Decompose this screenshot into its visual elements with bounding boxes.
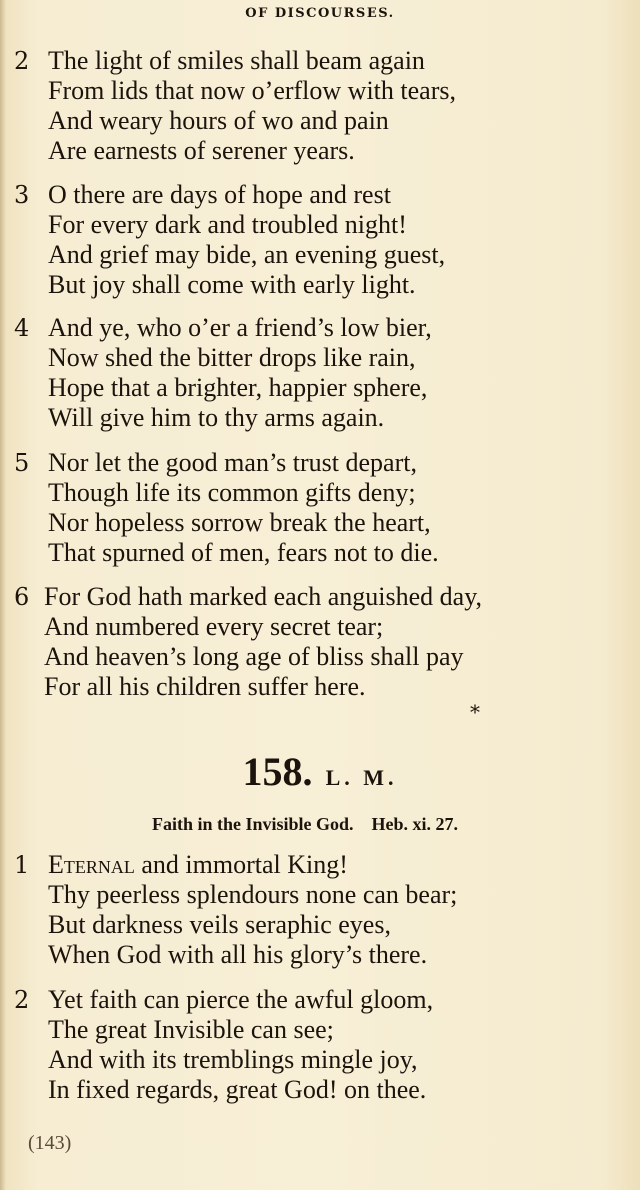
verse-line: And grief may bide, an evening guest, — [48, 240, 446, 269]
verse-line: Will give him to thy arms again. — [48, 403, 385, 432]
verse-line-rest: and immortal King! — [134, 850, 348, 879]
hymn-meter: L. M. — [325, 765, 398, 790]
verse-line: For every dark and troubled night! — [48, 210, 407, 239]
verse-line: Are earnests of serener years. — [48, 136, 355, 165]
verse-line: O there are days of hope and rest — [48, 180, 391, 209]
verse-line: From lids that now o’erflow with tears, — [48, 76, 456, 105]
verse-line: Now shed the bitter drops like rain, — [48, 343, 416, 372]
verse-line: Yet faith can pierce the awful gloom, — [48, 985, 434, 1014]
hymn-number: 158. — [242, 749, 313, 794]
stanza-number: 2 — [14, 986, 30, 1014]
verse-line: For all his children suffer here. — [44, 672, 366, 701]
stanza-number: 1 — [14, 851, 30, 879]
verse-line: And with its tremblings mingle joy, — [48, 1045, 418, 1074]
page-number: (143) — [28, 1132, 72, 1154]
first-word: Eternal — [48, 850, 135, 879]
verse-line — [48, 850, 457, 880]
stanza-number: 3 — [14, 181, 30, 209]
stanza-number: 2 — [14, 47, 30, 75]
verse-line: When God with all his glory’s there. — [48, 940, 428, 969]
verse-line: Thy peerless splendours none can bear; — [48, 880, 458, 909]
verse-line: The light of smiles shall beam again — [48, 46, 425, 75]
verse-line: The great Invisible can see; — [48, 1015, 334, 1044]
verse-line: And numbered every secret tear; — [44, 612, 384, 641]
verse-line: And weary hours of wo and pain — [48, 106, 389, 135]
verse-line: Though life its common gifts deny; — [48, 478, 416, 507]
verse-line: For God hath marked each anguished day, — [44, 582, 483, 611]
running-head: OF DISCOURSES. — [245, 6, 395, 21]
verse-line: That spurned of men, fears not to die. — [48, 538, 439, 567]
stanza-number: 6 — [14, 583, 30, 611]
verse-line: In fixed regards, great God! on thee. — [48, 1075, 427, 1104]
hymn-heading — [0, 748, 640, 795]
section-asterisk: * — [470, 700, 480, 724]
verse-line: And ye, who o’er a friend’s low bier, — [48, 313, 432, 342]
verse-line: But darkness veils seraphic eyes, — [48, 910, 391, 939]
verse-line: Hope that a brighter, happier sphere, — [48, 373, 428, 402]
verse-line: And heaven’s long age of bliss shall pay — [44, 642, 464, 671]
hymn-subtitle: Faith in the Invisible God. Heb. xi. 27. — [151, 814, 459, 834]
verse-line: Nor let the good man’s trust depart, — [48, 448, 417, 477]
stanza-number: 4 — [14, 314, 30, 342]
verse-line: But joy shall come with early light. — [48, 270, 416, 299]
verse-line: Nor hopeless sorrow break the heart, — [48, 508, 431, 537]
stanza-number: 5 — [14, 449, 30, 477]
